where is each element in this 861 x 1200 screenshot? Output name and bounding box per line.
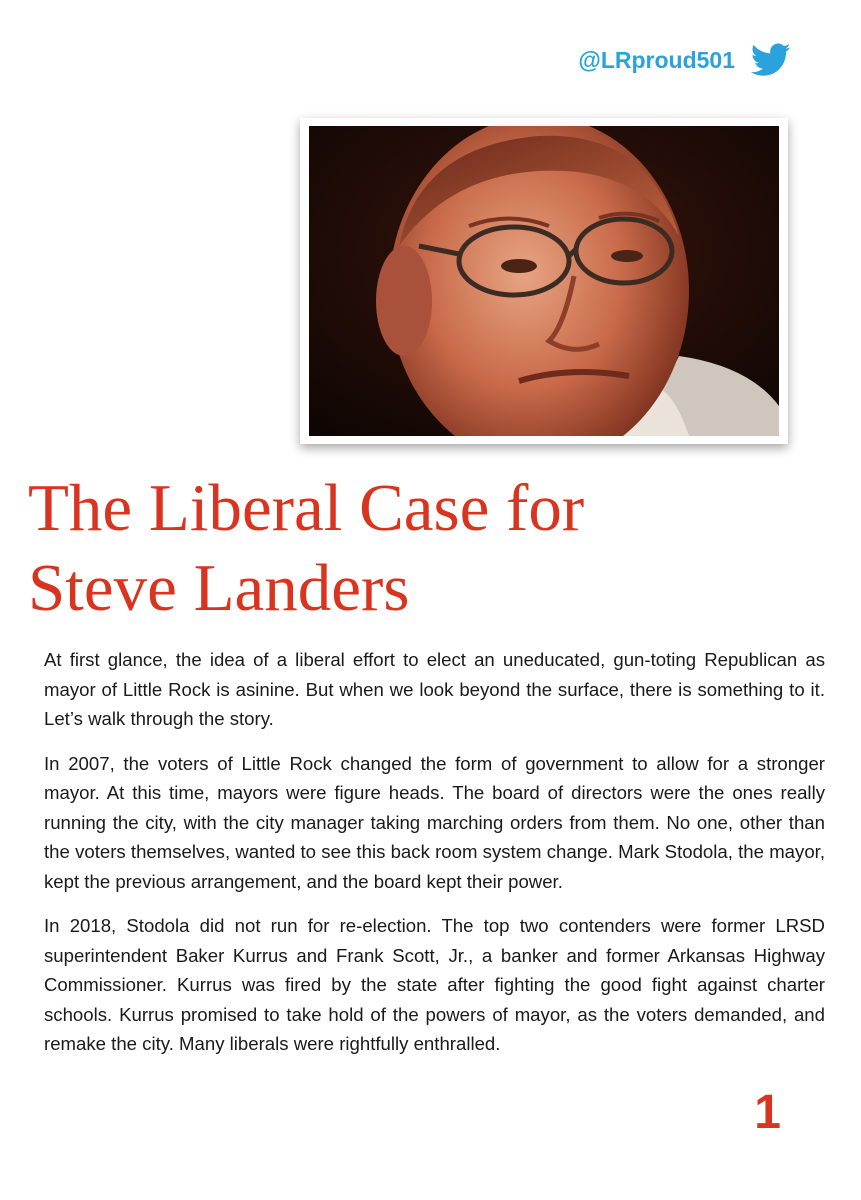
twitter-bird-icon <box>751 42 791 78</box>
article-body <box>44 645 825 1074</box>
portrait-illustration <box>309 126 779 436</box>
paragraph-2: In 2007, the voters of Little Rock changed the form of government to allow for a stronger mayor. At this time, mayors were figure heads. The board of directors were the ones really running the city, with the city manager taking marching orders from them. No one, other than the voters themselves, wanted to see this back room system change. Mark Stodola, the mayor, kept the previous arrangement, and the board kept their power. <box>44 752 825 892</box>
paragraph-1: At first glance, the idea of a liberal effort to elect an uneducated, gun-toting Republican as mayor of Little Rock is asinine. But when we look beyond the surface, there is something to it. Let’s walk through the story. <box>44 649 825 729</box>
title-line-2: Steve Landers <box>28 551 410 625</box>
paragraph-3: In 2018, Stodola did not run for re-election. The top two contenders were former LRSD superintendent Baker Kurrus and Frank Scott, Jr., a banker and former Arkansas Highway Commissioner. Kurrus was fired by the state after fighting the good fight against charter schools. Kurrus promised to take hold of the powers of mayor, as the voters demanded, and remake the city. Many liberals were rightfully enthralled. <box>44 915 825 1054</box>
portrait-photo <box>309 126 779 436</box>
page-number: 1 <box>754 1086 781 1139</box>
article-title <box>28 468 828 628</box>
title-line-1: The Liberal Case for <box>28 471 585 545</box>
twitter-handle-header <box>578 42 791 78</box>
photo-frame <box>300 118 788 444</box>
twitter-handle[interactable]: @LRproud501 <box>578 46 735 73</box>
